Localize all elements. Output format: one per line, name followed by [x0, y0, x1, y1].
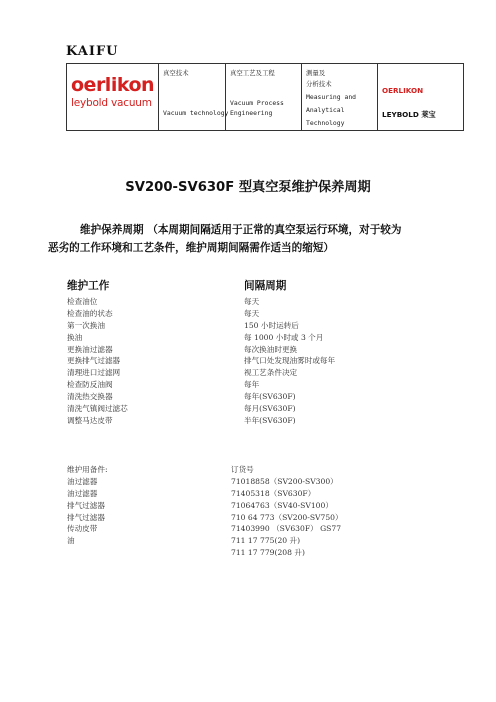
- part-code: 711 17 779(208 升): [231, 548, 305, 558]
- header-cell-line: Technology: [306, 119, 345, 127]
- part-code: 71405318（SV630F）: [231, 488, 316, 498]
- maintenance-task-list: [67, 296, 128, 427]
- intro-paragraph: [48, 221, 448, 257]
- maintenance-interval-list: [244, 296, 335, 427]
- part-name: 排气过滤器: [67, 500, 105, 510]
- maintenance-interval: 每年: [244, 380, 260, 390]
- maintenance-interval: 排气口处发现油雾时或每年: [244, 356, 336, 366]
- maintenance-interval: 每次换油时更换: [244, 344, 298, 354]
- part-name: 油过滤器: [67, 476, 98, 486]
- oerlikon-wordmark: oerlikon: [71, 74, 155, 96]
- header-cell-line: Measuring and: [306, 93, 357, 101]
- maintenance-interval: 视工艺条件决定: [244, 368, 298, 378]
- header-cell-line: Vacuum Process: [230, 99, 284, 107]
- maintenance-task: 清理进口过滤网: [67, 368, 121, 378]
- part-name: 油过滤器: [67, 488, 98, 498]
- header-cell-measuring: [302, 64, 378, 130]
- maintenance-task: 换油: [67, 332, 83, 342]
- part-name: 传动皮带: [67, 524, 98, 534]
- header-cell-line: Engineering: [230, 109, 273, 117]
- header-table: [66, 63, 464, 131]
- header-cell-line: 真空技术: [163, 69, 189, 77]
- intro-line-1: 维护保养周期 （本周期间隔适用于正常的真空泵运行环境，对于较为: [80, 224, 402, 236]
- maintenance-task: 清洗气镇阀过滤芯: [67, 404, 128, 414]
- maintenance-task: 更换排气过滤器: [67, 356, 121, 366]
- maintenance-task: 更换油过滤器: [67, 344, 113, 354]
- document-title: SV200-SV630F 型真空泵维护保养周期: [125, 180, 371, 195]
- header-cell-line: Analytical: [306, 106, 345, 114]
- part-code: 71403990 （SV630F） GS77: [231, 524, 342, 534]
- header-cell-vacuum-technology: [159, 64, 229, 130]
- part-code: 710 64 773（SV200-SV750）: [231, 512, 343, 522]
- leybold-vacuum-wordmark: leybold vacuum: [71, 97, 152, 109]
- maintenance-interval: 每年(SV630F): [244, 392, 296, 402]
- maintenance-task: 检查防反油阀: [67, 380, 113, 390]
- parts-code-list: [231, 464, 343, 559]
- part-name: 油: [67, 536, 75, 546]
- maintenance-task: 清洗热交换器: [67, 392, 113, 402]
- parts-name-list: [67, 464, 108, 559]
- maintenance-interval: 半年(SV630F): [244, 415, 296, 425]
- maintenance-interval: 每 1000 小时或 3 个月: [244, 332, 324, 342]
- maintenance-task: 检查油位: [67, 297, 98, 306]
- parts-header: 维护用备件:: [67, 465, 108, 474]
- header-cell-line: 真空工艺及工程: [230, 69, 275, 77]
- maintenance-task: 第一次换油: [67, 320, 105, 330]
- header-cell-vacuum-process: [226, 64, 302, 130]
- header-cell-line: 测量及: [306, 69, 326, 77]
- order-number-header: 订货号: [231, 465, 254, 474]
- part-name: [67, 547, 108, 559]
- maintenance-task: 检查油的状态: [67, 308, 113, 318]
- part-code: 71018858（SV200-SV300）: [231, 476, 338, 486]
- part-name: 排气过滤器: [67, 512, 105, 522]
- header-cell-line: 分析技术: [306, 80, 332, 88]
- oerlikon-label: OERLIKON: [382, 86, 424, 95]
- part-code: 71064763（SV40-SV100）: [231, 500, 333, 510]
- maintenance-interval-header: 间隔周期: [244, 280, 287, 292]
- intro-line-2: 恶劣的工作环境和工艺条件，维护周期间隔需作适当的缩短）: [48, 242, 335, 254]
- header-cell-brand-right: [378, 64, 463, 130]
- brand-logo: KAIFU: [66, 44, 119, 59]
- part-code: 711 17 775(20 升): [231, 536, 301, 546]
- maintenance-task: 调整马达皮带: [67, 415, 113, 425]
- oerlikon-logo: [67, 64, 159, 130]
- maintenance-interval: 每天: [244, 308, 260, 318]
- leybold-label: LEYBOLD 莱宝: [382, 110, 436, 119]
- maintenance-interval: 每天: [244, 297, 260, 306]
- maintenance-task-header: 维护工作: [67, 280, 110, 292]
- maintenance-interval: 150 小时运转后: [244, 320, 299, 330]
- header-cell-line: Vacuum technology: [163, 109, 229, 117]
- maintenance-interval: 每月(SV630F): [244, 404, 296, 414]
